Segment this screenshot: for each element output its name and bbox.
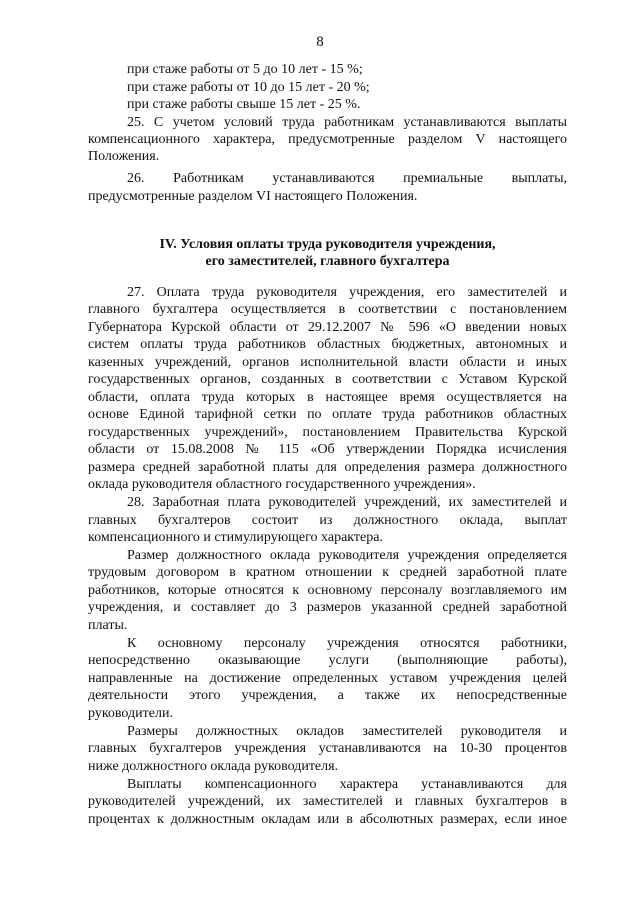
text-line: платы. <box>88 618 128 633</box>
page-number: 8 <box>316 34 324 50</box>
text-line: ниже должностного оклада руководителя. <box>88 759 339 774</box>
text-line: руководителей учреждений, их заместителей и главных бухгалтеров в <box>88 794 567 809</box>
text-line: основе Единой тарифной сетки по оплате труда работников областных <box>88 407 567 422</box>
text-line: государственных учреждений», постановлением Правительства Курской <box>88 425 567 440</box>
text-line: трудовым договором в кратном отношении к средней заработной плате <box>88 565 567 580</box>
text-line: работников, которые относятся к основному персоналу возглавляемого им <box>88 583 567 598</box>
text-line: государственных органов, созданных в соответствии с Уставом Курской <box>88 372 567 387</box>
text-line: при стаже работы свыше 15 лет - 25 %. <box>127 97 361 112</box>
text-line: процентах к должностным окладам или в абсолютных размерах, если иное <box>88 812 567 827</box>
text-line: компенсационного и стимулирующего характера. <box>88 530 383 545</box>
text-line: направленные на достижение определенных уставом учреждения целей <box>88 671 567 686</box>
text-line: учреждения, и составляет до 3 размеров указанной средней заработной <box>88 600 567 615</box>
text-line: главных бухгалтеров состоит из должностного оклада, выплат <box>88 513 567 528</box>
text-line: непосредственно оказывающие услуги (выполняющие работы), <box>88 653 567 668</box>
text-line: 25. С учетом условий труда работникам устанавливаются выплаты <box>127 115 567 130</box>
text-line: систем оплаты труда работников областных бюджетных, автономных и <box>88 337 567 352</box>
text-line: Губернатора Курской области от 29.12.2007 № 596 «О введении новых <box>88 320 567 335</box>
text-line: К основному персоналу учреждения относятся работники, <box>127 636 567 651</box>
text-line: руководители. <box>88 706 173 721</box>
text-line: казенных учреждений, органов исполнительной власти области и иных <box>88 355 567 370</box>
section-heading-line: IV. Условия оплаты труда руководителя учреждения, <box>159 237 496 252</box>
text-line: размера средней заработной платы для определения размера должностного <box>88 460 567 475</box>
section-heading-line: его заместителей, главного бухгалтера <box>205 254 450 269</box>
text-line: главного бухгалтера осуществляется в соответствии с постановлением <box>88 302 567 317</box>
text-line: при стаже работы от 10 до 15 лет - 20 %; <box>127 80 370 95</box>
text-line: 27. Оплата труда руководителя учреждения, его заместителей и <box>127 285 567 300</box>
text-line: 28. Заработная плата руководителей учреждений, их заместителей и <box>127 495 567 510</box>
text-line: при стаже работы от 5 до 10 лет - 15 %; <box>127 62 363 77</box>
text-line: Положения. <box>88 149 160 164</box>
text-line: компенсационного характера, предусмотренные разделом V настоящего <box>88 132 567 147</box>
text-line: Размеры должностных окладов заместителей руководителя и <box>127 724 567 739</box>
text-line: области от 15.08.2008 № 115 «Об утверждении Порядка исчисления <box>88 442 567 457</box>
text-line: оклада руководителя областного государственного учреждения». <box>88 477 476 492</box>
text-line: главных бухгалтеров учреждения устанавливаются на 10-30 процентов <box>88 741 567 756</box>
text-line: деятельности этого учреждения, а также их непосредственные <box>88 688 567 703</box>
text-line: 26. Работникам устанавливаются премиальные выплаты, <box>127 171 567 186</box>
text-line: области, оплата труда которых в настоящее время осуществляется на <box>88 390 567 405</box>
text-line: Размер должностного оклада руководителя учреждения определяется <box>127 548 567 563</box>
text-line: Выплаты компенсационного характера устанавливаются для <box>127 777 567 792</box>
text-line: предусмотренные разделом VI настоящего Положения. <box>88 189 418 204</box>
